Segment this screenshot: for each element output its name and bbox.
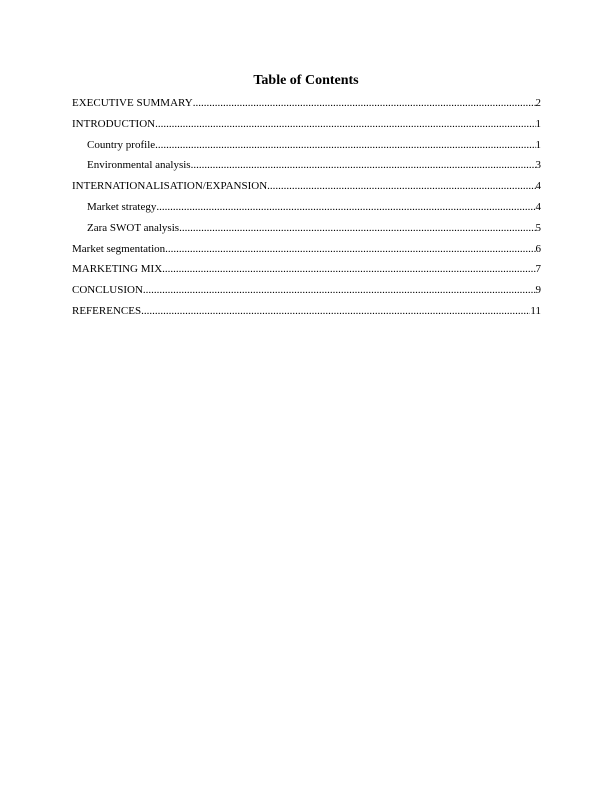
toc-entry-label: INTERNATIONALISATION/EXPANSION bbox=[72, 180, 268, 193]
toc-dot-leader bbox=[156, 200, 535, 214]
toc-entry-country-profile[interactable] bbox=[72, 138, 541, 159]
toc-entry-conclusion[interactable] bbox=[72, 283, 541, 304]
toc-entry-label: Country profile bbox=[87, 138, 156, 151]
toc-entry-internationalisation-expansion[interactable] bbox=[72, 179, 541, 200]
toc-dot-leader bbox=[155, 117, 535, 131]
toc-entry-market-strategy[interactable] bbox=[72, 200, 541, 221]
table-of-contents bbox=[72, 96, 541, 325]
toc-entry-references[interactable] bbox=[72, 304, 541, 325]
toc-entry-label: Environmental analysis bbox=[87, 159, 191, 172]
toc-entry-page: 1 bbox=[535, 117, 541, 130]
toc-dot-leader bbox=[165, 242, 535, 256]
toc-entry-page: 3 bbox=[535, 159, 541, 172]
toc-entry-label: Zara SWOT analysis bbox=[87, 221, 180, 234]
toc-entry-environmental-analysis[interactable] bbox=[72, 158, 541, 179]
toc-entry-page: 9 bbox=[535, 284, 541, 297]
toc-entry-marketing-mix[interactable] bbox=[72, 262, 541, 283]
toc-entry-label: EXECUTIVE SUMMARY bbox=[72, 97, 193, 109]
toc-dot-leader bbox=[193, 96, 536, 110]
toc-dot-leader bbox=[155, 138, 535, 152]
toc-entry-page: 7 bbox=[535, 263, 541, 276]
toc-dot-leader bbox=[162, 262, 535, 276]
toc-dot-leader bbox=[143, 283, 536, 297]
toc-entry-page: 1 bbox=[535, 138, 541, 151]
toc-entry-page: 5 bbox=[535, 221, 541, 234]
toc-dot-leader bbox=[267, 179, 535, 193]
toc-dot-leader bbox=[141, 304, 530, 318]
toc-entry-label: INTRODUCTION bbox=[72, 117, 156, 130]
toc-entry-label: MARKETING MIX bbox=[72, 263, 163, 276]
toc-entry-executive-summary[interactable] bbox=[72, 96, 541, 117]
toc-entry-page: 4 bbox=[535, 180, 541, 193]
toc-entry-label: Market segmentation bbox=[72, 242, 166, 255]
toc-dot-leader bbox=[179, 221, 535, 235]
toc-entry-page: 4 bbox=[535, 200, 541, 213]
toc-entry-label: Market strategy bbox=[87, 200, 157, 213]
toc-title: Table of Contents bbox=[253, 73, 359, 88]
toc-entry-label: REFERENCES bbox=[72, 304, 142, 317]
toc-entry-label: CONCLUSION bbox=[72, 284, 143, 297]
toc-dot-leader bbox=[191, 158, 536, 172]
toc-entry-introduction[interactable] bbox=[72, 117, 541, 138]
toc-entry-market-segmentation[interactable] bbox=[72, 242, 541, 263]
toc-entry-page: 2 bbox=[535, 97, 541, 109]
toc-entry-page: 11 bbox=[530, 304, 541, 317]
toc-entry-page: 6 bbox=[535, 242, 541, 255]
toc-entry-zara-swot-analysis[interactable] bbox=[72, 221, 541, 242]
